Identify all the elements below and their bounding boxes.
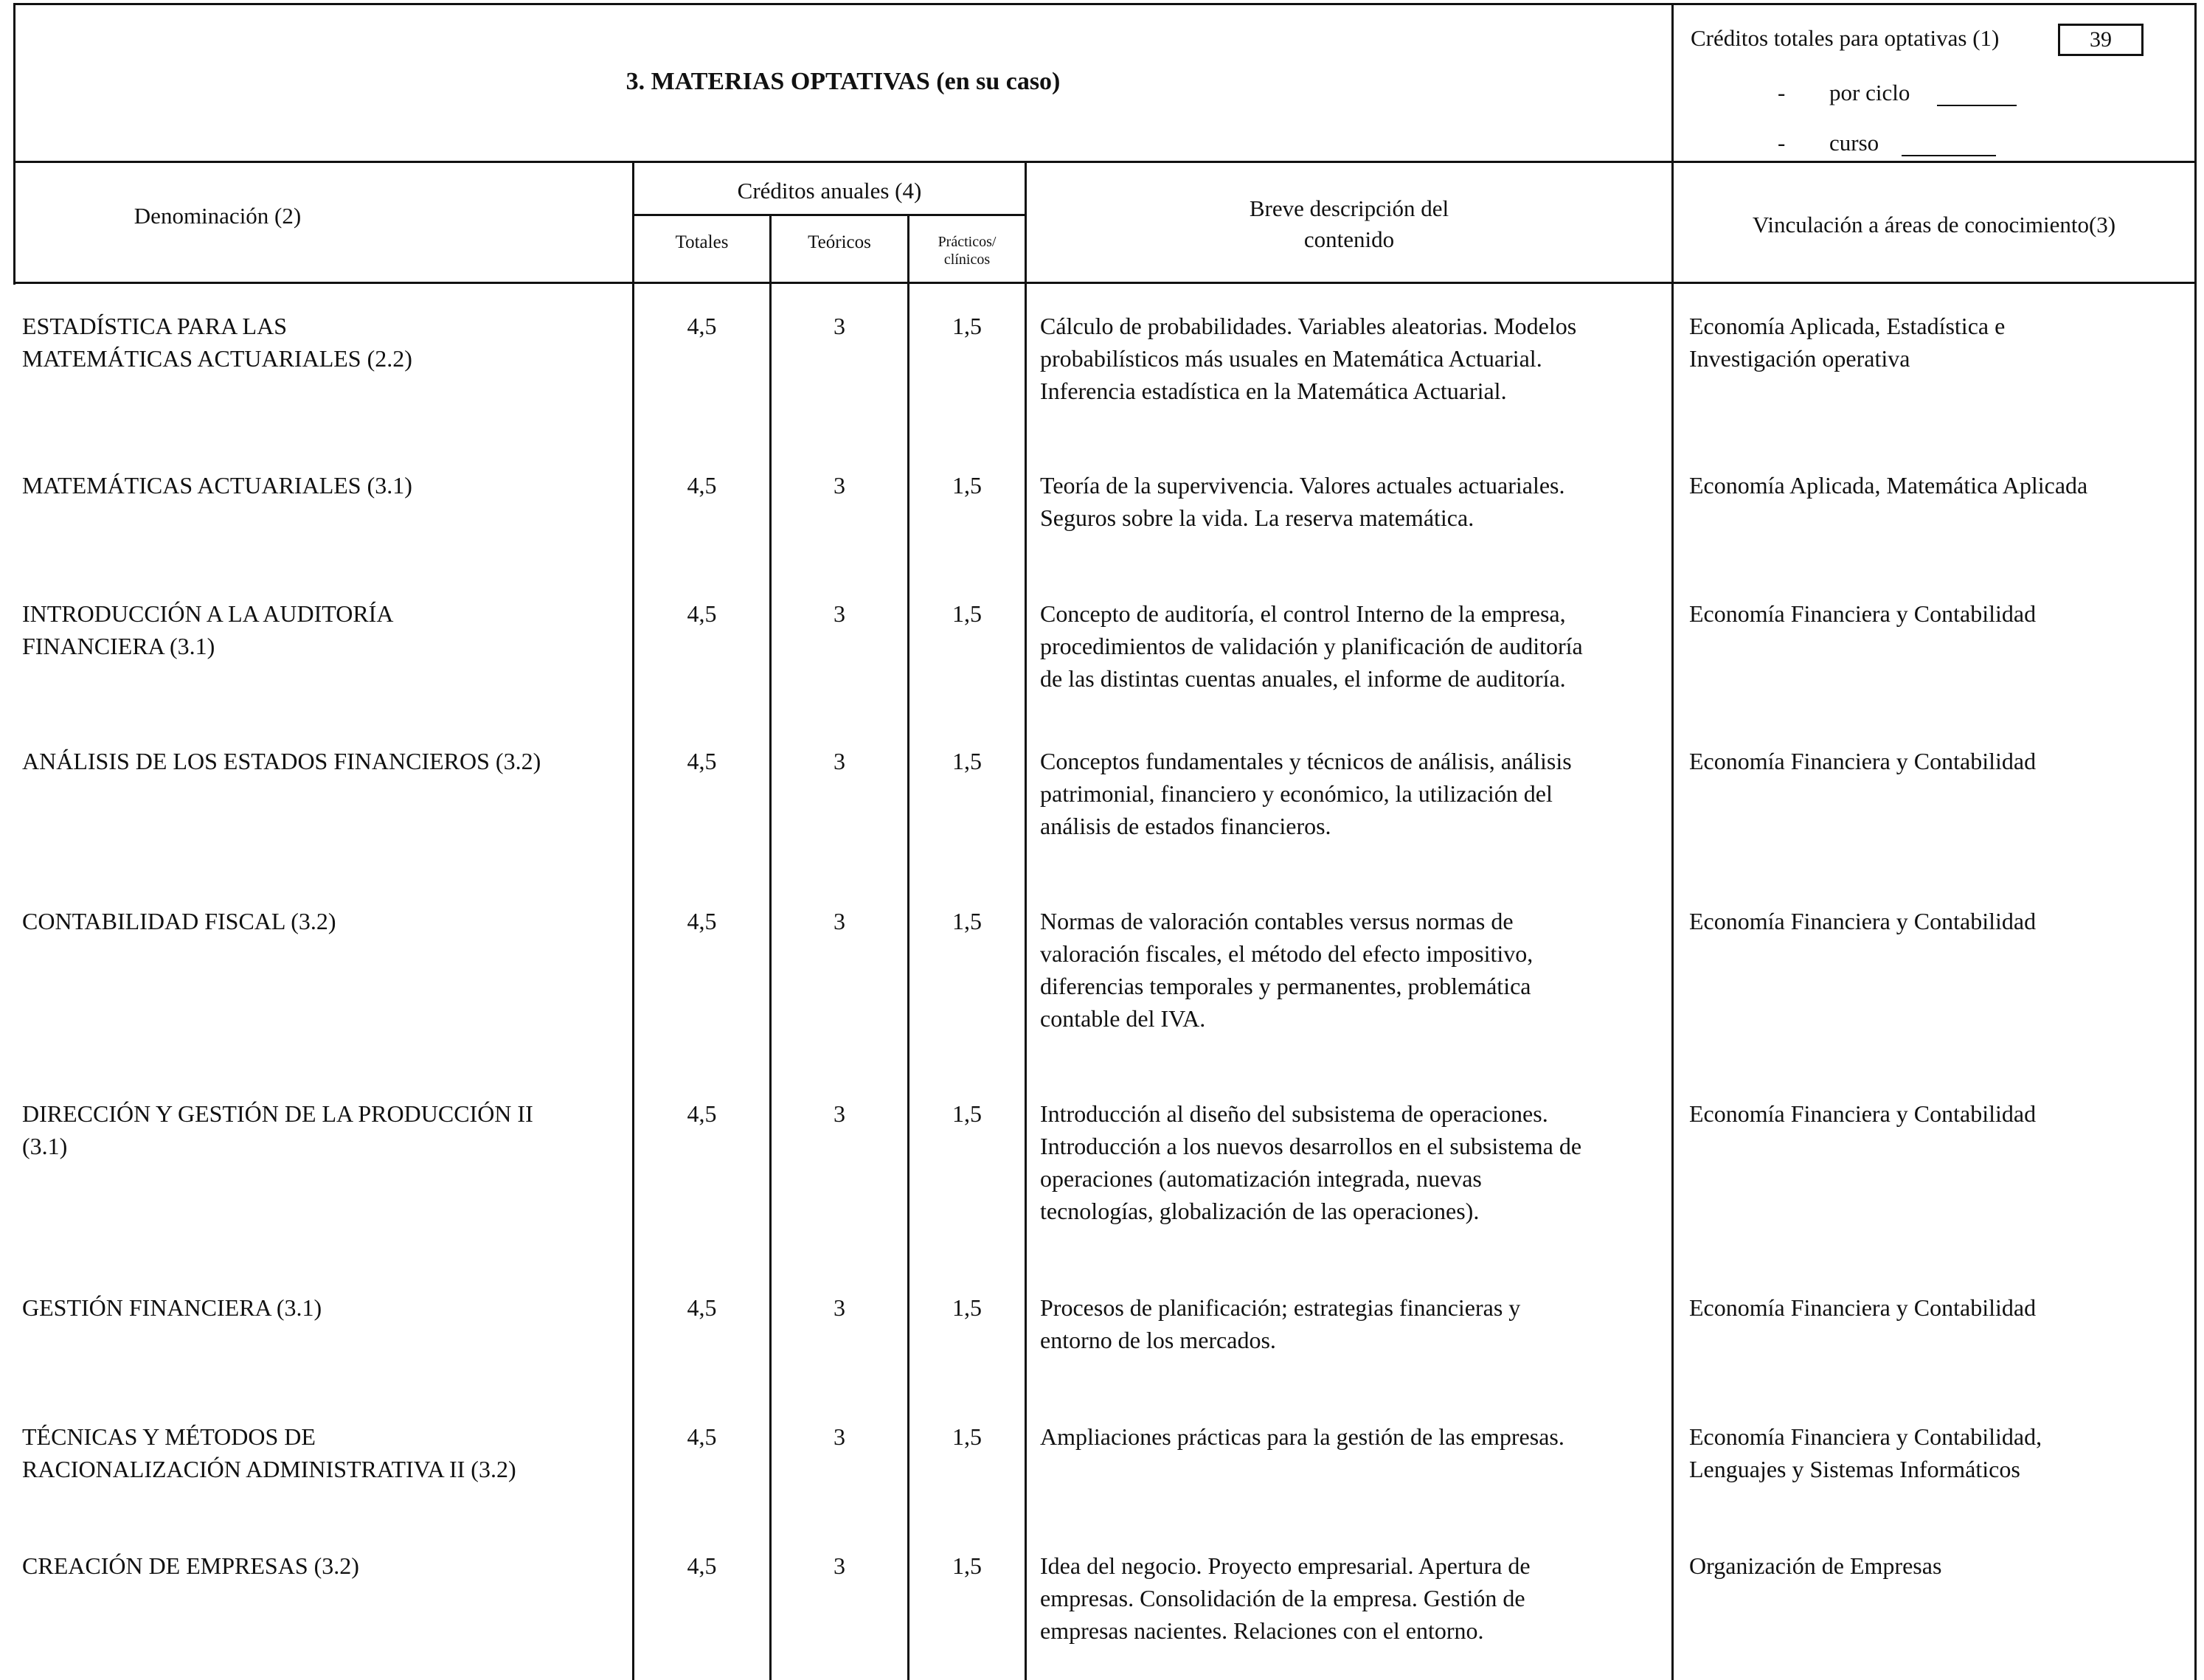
per-cycle-dash: - [1778, 80, 1786, 105]
credits-totales: 4,5 [687, 1423, 717, 1450]
col-header-practicos: Prácticos/ clínicos [938, 234, 997, 268]
rule-title-bottom [13, 161, 2197, 163]
credits-practicos: 1,5 [952, 600, 982, 627]
credits-totales: 4,5 [687, 1100, 717, 1127]
credits-practicos: 1,5 [952, 1294, 982, 1321]
credits-totales: 4,5 [687, 1294, 717, 1321]
rule-top [13, 3, 2197, 5]
total-credits-value: 39 [2058, 24, 2144, 56]
knowledge-area: Economía Financiera y Contabilidad [1689, 600, 2037, 627]
subject-description: Cálculo de probabilidades. Variables aleatorias. Modelos probabilísticos más usuales en Matemática Actuarial. Inferencia estadística en la Matemática Actuarial. [1040, 313, 1577, 404]
knowledge-area: Economía Financiera y Contabilidad [1689, 748, 2037, 774]
subject-description: Normas de valoración contables versus normas de valoración fiscales, el método del efecto impositivo, diferencias temporales y permanentes, problemática contable del IVA. [1040, 908, 1534, 1032]
course-blank[interactable] [1902, 133, 1996, 156]
subject-description: Introducción al diseño del subsistema de operaciones. Introducción a los nuevos desarrollos en el subsistema de operaciones (automatización integrada, nuevas tecnologías, globalización de las operaciones). [1040, 1100, 1582, 1224]
per-cycle-blank[interactable] [1937, 83, 2017, 106]
credits-teoricos: 3 [834, 1423, 845, 1450]
course-dash: - [1778, 130, 1786, 156]
subject-name: ESTADÍSTICA PARA LAS MATEMÁTICAS ACTUARIALES (2.2) [22, 313, 412, 372]
subject-name: GESTIÓN FINANCIERA (3.1) [22, 1294, 322, 1321]
subject-name: CONTABILIDAD FISCAL (3.2) [22, 908, 336, 934]
total-credits-label: Créditos totales para optativas (1) [1691, 25, 2000, 51]
credits-practicos: 1,5 [952, 313, 982, 339]
credits-totales: 4,5 [687, 1552, 717, 1579]
credits-practicos: 1,5 [952, 1423, 982, 1450]
subject-description: Ampliaciones prácticas para la gestión de las empresas. [1040, 1423, 1564, 1450]
credits-totales: 4,5 [687, 313, 717, 339]
credits-teoricos: 3 [834, 1100, 845, 1127]
credits-totales: 4,5 [687, 748, 717, 774]
knowledge-area: Economía Financiera y Contabilidad, Lenguajes y Sistemas Informáticos [1689, 1423, 2042, 1482]
rule-header-bottom [13, 282, 2197, 284]
knowledge-area: Economía Aplicada, Estadística e Investigación operativa [1689, 313, 2006, 372]
credits-teoricos: 3 [834, 472, 845, 499]
subject-description: Conceptos fundamentales y técnicos de análisis, análisis patrimonial, financiero y económico, la utilización del análisis de estados financieros. [1040, 748, 1572, 839]
credits-teoricos: 3 [834, 313, 845, 339]
rule-left [13, 3, 15, 285]
subject-name: ANÁLISIS DE LOS ESTADOS FINANCIEROS (3.2) [22, 748, 541, 774]
subject-name: MATEMÁTICAS ACTUARIALES (3.1) [22, 472, 412, 499]
subject-description: Teoría de la supervivencia. Valores actuales actuariales. Seguros sobre la vida. La reserva matemática. [1040, 472, 1565, 531]
credits-teoricos: 3 [834, 1294, 845, 1321]
knowledge-area: Economía Aplicada, Matemática Aplicada [1689, 472, 2088, 499]
subject-name: DIRECCIÓN Y GESTIÓN DE LA PRODUCCIÓN II (3.1) [22, 1100, 533, 1159]
subject-name: TÉCNICAS Y MÉTODOS DE RACIONALIZACIÓN ADMINISTRATIVA II (3.2) [22, 1423, 516, 1482]
col-header-denominacion: Denominación (2) [134, 203, 302, 229]
subject-name: CREACIÓN DE EMPRESAS (3.2) [22, 1552, 359, 1579]
rule-credits-box [1671, 3, 1674, 1680]
subject-description: Concepto de auditoría, el control Interno de la empresa, procedimientos de validación y planificación de auditoría de las distintas cuentas anuales, el informe de auditoría. [1040, 600, 1583, 692]
col-header-descripcion: Breve descripción del contenido [1249, 195, 1449, 252]
knowledge-area: Economía Financiera y Contabilidad [1689, 908, 2037, 934]
col-header-creditos-anuales: Créditos anuales (4) [737, 178, 922, 204]
credits-practicos: 1,5 [952, 1100, 982, 1127]
knowledge-area: Organización de Empresas [1689, 1552, 1942, 1579]
credits-practicos: 1,5 [952, 908, 982, 934]
per-cycle-label: por ciclo [1829, 80, 1910, 105]
subject-name: INTRODUCCIÓN A LA AUDITORÍA FINANCIERA (3.1) [22, 600, 394, 659]
col-header-totales: Totales [675, 232, 729, 252]
credits-practicos: 1,5 [952, 1552, 982, 1579]
subject-description: Idea del negocio. Proyecto empresarial. Apertura de empresas. Consolidación de la empresa. Gestión de empresas nacientes. Relaciones con el entorno. [1040, 1552, 1531, 1644]
credits-totales: 4,5 [687, 472, 717, 499]
credits-teoricos: 3 [834, 908, 845, 934]
rule-col-3 [907, 214, 909, 1680]
credits-teoricos: 3 [834, 748, 845, 774]
col-header-teoricos: Teóricos [808, 232, 871, 252]
col-header-vinculacion: Vinculación a áreas de conocimiento(3) [1752, 212, 2116, 237]
credits-teoricos: 3 [834, 600, 845, 627]
rule-col-4 [1025, 161, 1027, 1680]
rule-right [2194, 3, 2197, 1680]
credits-teoricos: 3 [834, 1552, 845, 1579]
knowledge-area: Economía Financiera y Contabilidad [1689, 1294, 2037, 1321]
knowledge-area: Economía Financiera y Contabilidad [1689, 1100, 2037, 1127]
credits-practicos: 1,5 [952, 748, 982, 774]
credits-totales: 4,5 [687, 600, 717, 627]
rule-col-2 [769, 214, 772, 1680]
page-title: 3. MATERIAS OPTATIVAS (en su caso) [625, 68, 1061, 95]
credits-totales: 4,5 [687, 908, 717, 934]
rule-credits-sub [632, 214, 1025, 216]
course-label: curso [1829, 130, 1879, 156]
credits-practicos: 1,5 [952, 472, 982, 499]
subject-description: Procesos de planificación; estrategias financieras y entorno de los mercados. [1040, 1294, 1521, 1353]
